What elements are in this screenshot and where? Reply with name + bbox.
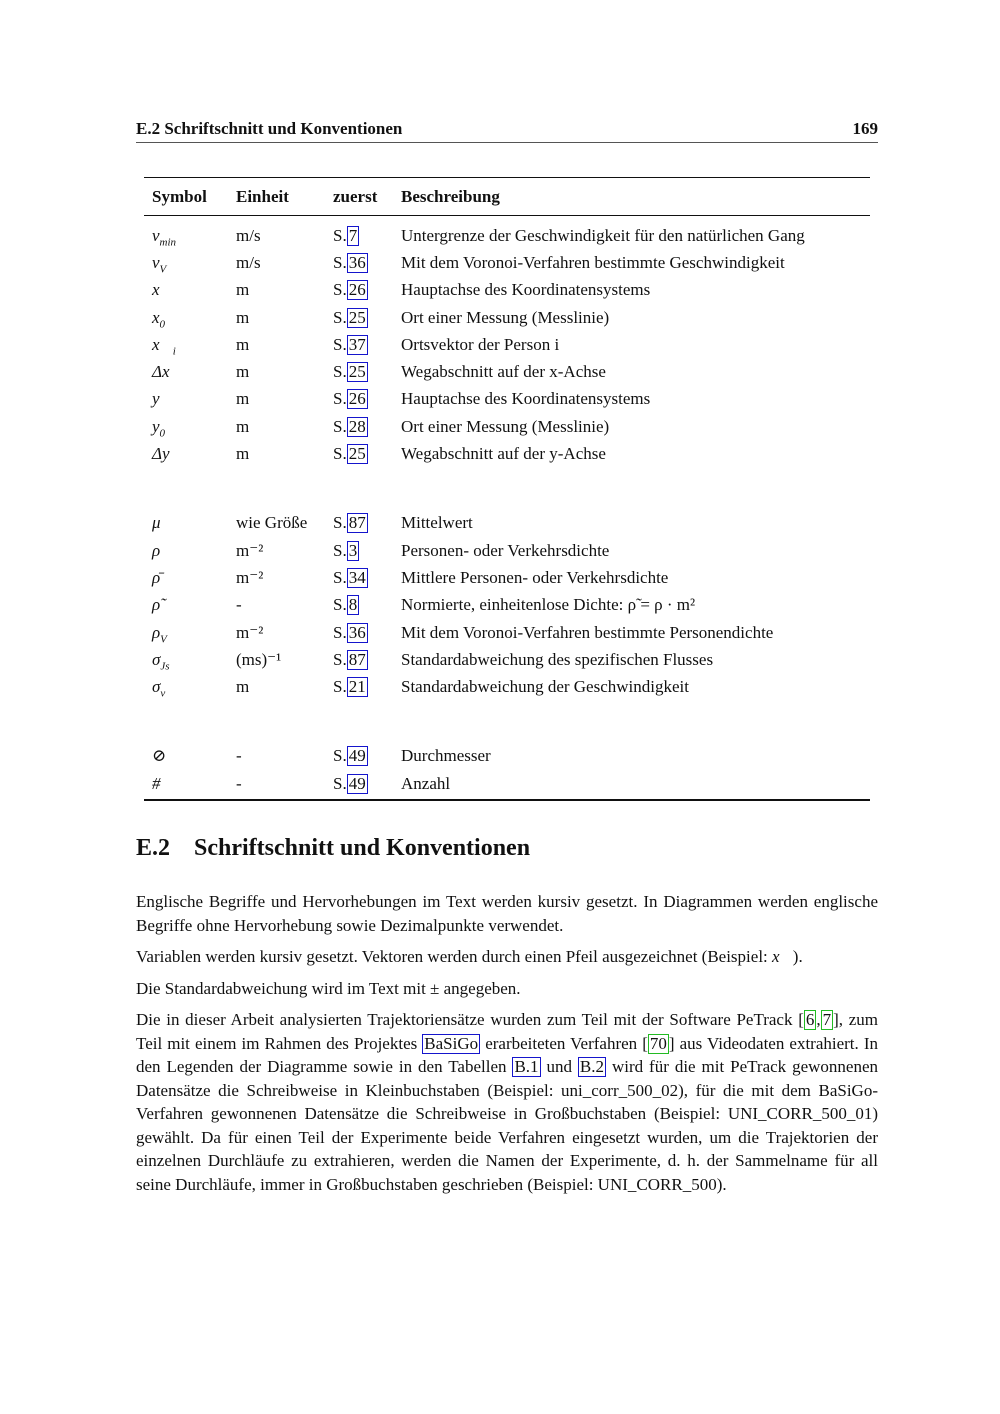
symbol-cell: $v_V$ xyxy=(152,252,167,276)
symbol-cell: Δx xyxy=(152,362,170,382)
section-heading xyxy=(136,835,530,862)
description-cell: Untergrenze der Geschwindigkeit für den natürlichen Gang xyxy=(401,225,805,245)
column-header-unit: Einheit xyxy=(236,186,289,206)
table-row xyxy=(144,358,870,385)
description-cell: Mittelwert xyxy=(401,513,473,533)
page-reference-link[interactable]: 26 xyxy=(348,280,366,300)
column-header-symbol: Symbol xyxy=(152,186,207,206)
page-reference-link[interactable]: 34 xyxy=(348,567,366,587)
paragraph-4-part-c: erarbeiteten Verfahren [ xyxy=(480,1033,648,1053)
first-page-cell: S. 49 xyxy=(333,773,366,793)
column-header-description: Beschreibung xyxy=(401,186,500,206)
page-reference-link[interactable]: 7 xyxy=(348,225,358,245)
citation-comma: , xyxy=(816,1010,821,1029)
unit-cell: m xyxy=(236,389,250,409)
table-row xyxy=(144,277,870,304)
table-header-row xyxy=(144,178,870,216)
paragraph-2-end: ). xyxy=(792,947,803,966)
table-row xyxy=(144,743,870,770)
description-cell: Hauptachse des Koordinatensystems xyxy=(401,389,651,409)
table-link-b1[interactable]: B.1 xyxy=(514,1057,539,1076)
running-header xyxy=(136,119,878,143)
unit-cell: m⁻² xyxy=(236,567,264,587)
paragraph-4 xyxy=(136,1008,878,1196)
symbol-cell: $y_0$ xyxy=(152,416,166,440)
table-row xyxy=(144,646,870,673)
page-reference-link[interactable]: 36 xyxy=(348,622,366,642)
unit-cell: m⁻² xyxy=(236,540,264,560)
paragraph-4-and: und xyxy=(540,1057,578,1076)
column-header-first: zuerst xyxy=(333,186,378,206)
unit-cell: m xyxy=(236,307,250,327)
symbol-cell: $x_0$ xyxy=(152,307,166,330)
paragraph-4-part-b: ], zum Teil mit einem im Rahmen des Projektes xyxy=(136,1010,878,1053)
symbol-cell: ρ xyxy=(152,540,161,560)
unit-cell: - xyxy=(236,595,242,615)
unit-cell: m xyxy=(236,280,250,300)
symbol-cell: $\sigma_v$ xyxy=(152,677,166,700)
unit-cell: (ms)⁻¹ xyxy=(236,649,282,669)
table-row xyxy=(144,304,870,331)
page-number: 169 xyxy=(852,119,878,138)
symbol-cell: $\sigma_{Js}$ xyxy=(152,649,170,673)
description-cell: Mittlere Personen- oder Verkehrsdichte xyxy=(401,567,669,587)
unit-cell: m⁻² xyxy=(236,622,264,642)
page-reference-link[interactable]: 49 xyxy=(348,773,366,793)
symbol-cell: ρ̃ xyxy=(152,595,161,615)
description-cell: Anzahl xyxy=(401,773,451,793)
citation-link-7[interactable]: 7 xyxy=(822,1010,832,1029)
unit-cell: - xyxy=(236,746,242,766)
page-reference-link[interactable]: 49 xyxy=(348,746,366,766)
group-spacer xyxy=(144,468,870,510)
first-page-cell: S. 49 xyxy=(333,746,366,766)
citation-link-70[interactable]: 70 xyxy=(649,1033,667,1053)
first-page-cell: S. 8 xyxy=(333,595,358,615)
symbol-table xyxy=(144,177,870,801)
page-reference-link[interactable]: 3 xyxy=(348,540,358,560)
first-page-cell: S. 28 xyxy=(333,416,366,436)
paragraph-4-part-a: Die in dieser Arbeit analysierten Trajektoriensätze wurden zum Teil mit der Software PeTrack [ xyxy=(136,1010,804,1029)
symbol-cell: Δy xyxy=(152,444,170,464)
first-page-cell: S. 34 xyxy=(333,567,366,587)
unit-cell: m xyxy=(236,416,250,436)
page-reference-link[interactable]: 37 xyxy=(348,334,366,354)
page-reference-link[interactable]: 36 xyxy=(348,252,366,272)
description-cell: Standardabweichung des spezifischen Flusses xyxy=(401,649,714,669)
first-page-cell: S. 36 xyxy=(333,622,366,642)
page-reference-link[interactable]: 25 xyxy=(348,444,366,464)
table-row xyxy=(144,510,870,537)
first-page-cell: S. 21 xyxy=(333,677,366,697)
description-cell: Standardabweichung der Geschwindigkeit xyxy=(401,677,689,697)
description-cell: Durchmesser xyxy=(401,746,491,766)
first-page-cell: S. 87 xyxy=(333,513,366,533)
paragraph-2-text: Variablen werden kursiv gesetzt. Vektoren werden durch einen Pfeil ausgezeichnet (Beispiel: xyxy=(136,947,773,966)
page-reference-link[interactable]: 26 xyxy=(348,389,366,409)
unit-cell: m/s xyxy=(236,225,261,245)
first-page-cell: S. 25 xyxy=(333,362,366,382)
paragraph-4-part-d: ] aus Videodaten extrahiert. In den Legenden der Diagramme sowie in den Tabellen xyxy=(136,1033,878,1076)
description-cell: Wegabschnitt auf der x-Achse xyxy=(401,362,606,382)
table-row xyxy=(144,592,870,619)
symbol-cell: # xyxy=(152,773,161,793)
description-cell: Personen- oder Verkehrsdichte xyxy=(401,540,610,560)
symbol-cell: $v_{min}$ xyxy=(152,225,177,249)
symbol-cell: $\rho_V$ xyxy=(152,622,167,645)
description-cell: Normierte, einheitenlose Dichte: ρ̃ = ρ · m² xyxy=(401,595,696,615)
symbol-cell: y xyxy=(152,389,160,409)
section-body xyxy=(136,890,878,1204)
paragraph-3: Die Standardabweichung wird im Text mit ± angegeben. xyxy=(136,978,521,998)
table-body xyxy=(144,216,870,799)
description-cell: Hauptachse des Koordinatensystems xyxy=(401,280,651,300)
first-page-cell: S. 7 xyxy=(333,225,358,245)
page-reference-link[interactable]: 8 xyxy=(348,595,358,615)
page-reference-link[interactable]: 87 xyxy=(348,649,366,669)
unit-cell: - xyxy=(236,773,242,793)
first-page-cell: S. 37 xyxy=(333,334,366,354)
unit-cell: wie Größe xyxy=(236,513,308,533)
section-number: E.2 xyxy=(136,835,171,861)
paragraph-4-part-e: wird für die mit PeTrack gewonnenen Datensätze die Schreibweise in Kleinbuchstaben (Beispiel: uni_corr_500_02), für die mit dem BaSiGo-Verfahren gewonnenen Datensätze die Schreibweise in Großbuchstaben (Beispiel: UNI_CORR_500_01) gewählt. Da für einen Teil der Experimente beide Verfahren eingesetzt wurden, um die Trajektorien der einzelnen Durchläufe zu extrahieren, werden die Namen der Experimente, d. h. der Sammelname für all seine Durchläufe, immer in Großbuchstaben geschrieben (Beispiel: UNI_CORR_500). xyxy=(136,1057,879,1194)
symbol-cell: ⊘ xyxy=(152,746,167,766)
first-page-cell: S. 25 xyxy=(333,307,366,327)
paragraph-1: Englische Begriffe und Hervorhebungen im Text werden kursiv gesetzt. In Diagrammen werden englische Begriffe ohne Hervorhebung sowie Dezimalpunkte verwendet. xyxy=(136,892,878,935)
table-row xyxy=(144,770,870,797)
first-page-cell: S. 26 xyxy=(333,280,366,300)
page-reference-link[interactable]: 25 xyxy=(348,307,366,327)
unit-cell: m xyxy=(236,334,250,354)
symbol-cell: μ xyxy=(152,513,161,533)
table-row xyxy=(144,222,870,249)
section-title: Schriftschnitt und Konventionen xyxy=(194,835,531,861)
description-cell: Mit dem Voronoi-Verfahren bestimmte Personendichte xyxy=(401,622,774,642)
table-row xyxy=(144,440,870,467)
vector-example: x⃗ xyxy=(772,947,793,966)
unit-cell: m/s xyxy=(236,252,261,272)
symbol-cell: $x⃗_i$ xyxy=(152,334,176,358)
page-reference-link[interactable]: 25 xyxy=(348,362,366,382)
paragraph-2 xyxy=(136,945,878,969)
description-cell: Wegabschnitt auf der y-Achse xyxy=(401,444,606,464)
table-row xyxy=(144,673,870,700)
first-page-cell: S. 26 xyxy=(333,389,366,409)
description-cell: Ort einer Messung (Messlinie) xyxy=(401,416,610,436)
first-page-cell: S. 36 xyxy=(333,252,366,272)
page-reference-link[interactable]: 87 xyxy=(348,513,366,533)
table-link-b2[interactable]: B.2 xyxy=(579,1057,605,1076)
description-cell: Ortsvektor der Person i xyxy=(401,334,560,354)
group-spacer xyxy=(144,701,870,743)
table-row xyxy=(144,413,870,440)
table-row xyxy=(144,249,870,276)
page-reference-link[interactable]: 21 xyxy=(348,677,366,697)
first-page-cell: S. 25 xyxy=(333,444,366,464)
citation-link-6[interactable]: 6 xyxy=(805,1010,815,1029)
table-row xyxy=(144,564,870,591)
first-page-cell: S. 87 xyxy=(333,649,366,669)
table-row xyxy=(144,331,870,358)
symbol-cell: ρ̄ xyxy=(152,567,161,587)
unit-cell: m xyxy=(236,444,250,464)
first-page-cell: S. 3 xyxy=(333,540,358,560)
unit-cell: m xyxy=(236,362,250,382)
symbol-cell: x xyxy=(152,280,160,300)
glossary-link-basigo[interactable]: BaSiGo xyxy=(424,1033,479,1053)
table-row xyxy=(144,619,870,646)
page-reference-link[interactable]: 28 xyxy=(348,416,366,436)
description-cell: Mit dem Voronoi-Verfahren bestimmte Geschwindigkeit xyxy=(401,252,785,272)
description-cell: Ort einer Messung (Messlinie) xyxy=(401,307,610,327)
table-row xyxy=(144,386,870,413)
header-section-title: E.2 Schriftschnitt und Konventionen xyxy=(136,119,403,138)
table-row xyxy=(144,537,870,564)
unit-cell: m xyxy=(236,677,250,697)
